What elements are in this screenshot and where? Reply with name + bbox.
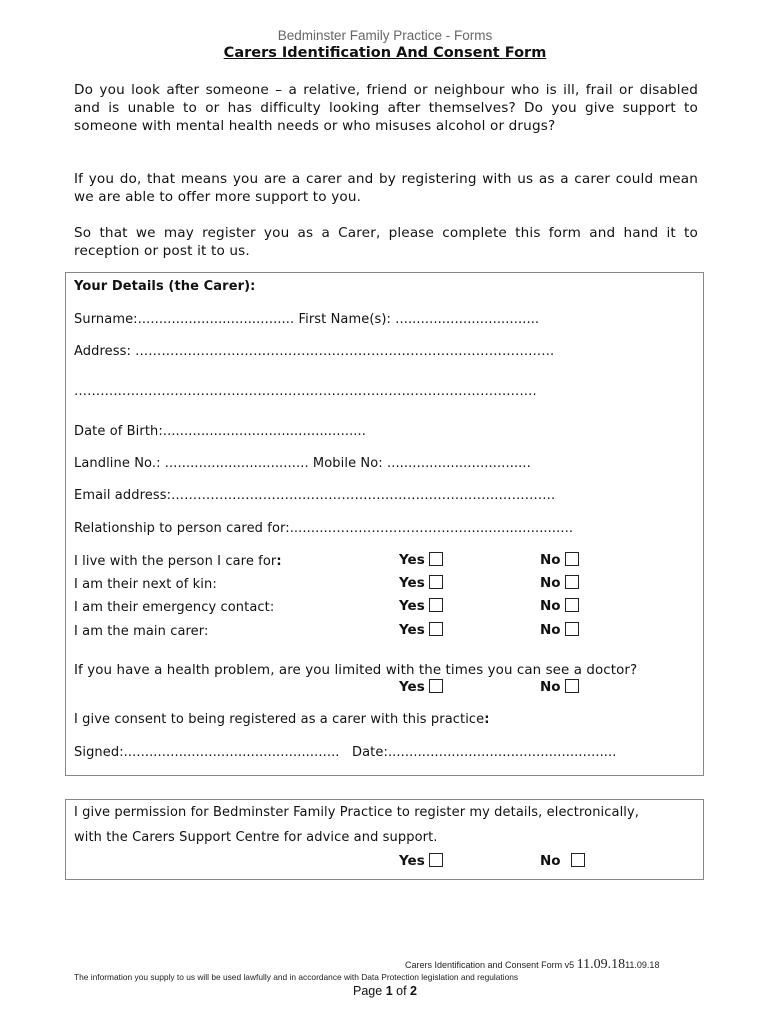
yes-checkbox[interactable]	[429, 575, 443, 589]
date-field[interactable]: Date:......................................................	[352, 745, 617, 760]
yes-option-health[interactable]: Yes	[399, 679, 443, 695]
no-option-main-carer[interactable]: No	[540, 622, 579, 638]
consent-statement: I give consent to being registered as a carer with this practice:	[74, 712, 490, 727]
question-colon: :	[276, 554, 282, 569]
yes-option-emergency-contact[interactable]: Yes	[399, 598, 443, 614]
relationship-field[interactable]: Relationship to person cared for:..........…………………………..........................	[74, 521, 574, 536]
no-checkbox[interactable]	[565, 575, 579, 589]
no-option-emergency-contact[interactable]: No	[540, 598, 579, 614]
signature-field[interactable]: Signed:...................................................	[74, 745, 340, 760]
yes-checkbox[interactable]	[429, 622, 443, 636]
yes-checkbox[interactable]	[429, 598, 443, 612]
address-field-line-2[interactable]: …………………………………………………………………………………………….	[74, 384, 537, 399]
page-number: Page 1 of 2	[353, 984, 417, 998]
permission-line-2: with the Carers Support Centre for advice and support.	[74, 830, 438, 845]
address-field-line-1[interactable]: Address: ……………………………………………………………………………………	[74, 344, 555, 359]
yes-option-permission[interactable]: Yes	[399, 853, 443, 869]
question-next-of-kin: I am their next of kin:	[74, 577, 217, 592]
no-checkbox[interactable]	[565, 598, 579, 612]
details-heading: Your Details (the Carer):	[74, 279, 256, 294]
form-reference: Carers Identification and Consent Form v5 11.09.1811.09.18	[405, 957, 660, 972]
yes-option-main-carer[interactable]: Yes	[399, 622, 443, 638]
yes-option-live-with[interactable]: Yes	[399, 552, 443, 568]
no-option-permission[interactable]: No	[540, 853, 585, 869]
yes-checkbox[interactable]	[429, 679, 443, 693]
yes-option-next-of-kin[interactable]: Yes	[399, 575, 443, 591]
yes-checkbox[interactable]	[429, 552, 443, 566]
no-checkbox[interactable]	[565, 679, 579, 693]
practice-header: Bedminster Family Practice - Forms	[277, 28, 493, 43]
phone-fields[interactable]: Landline No.: .................................. Mobile No: ..................................	[74, 456, 531, 471]
no-checkbox[interactable]	[571, 853, 585, 867]
data-protection-notice: The information you supply to us will be used lawfully and in accordance with Data Protection legislation and regulations	[74, 972, 519, 982]
no-checkbox[interactable]	[565, 622, 579, 636]
no-checkbox[interactable]	[565, 552, 579, 566]
question-live-with	[74, 554, 282, 569]
no-option-live-with[interactable]: No	[540, 552, 579, 568]
intro-paragraph-1: Do you look after someone – a relative, friend or neighbour who is ill, frail or disabled and is unable to or has difficulty looking after themselves? Do you give support to someone with mental health needs or who misuses alcohol or drugs?	[74, 82, 698, 134]
form-title: Carers Identification And Consent Form	[223, 45, 547, 61]
date-of-birth-field[interactable]: Date of Birth:................................................	[74, 424, 367, 439]
surname-firstname-field[interactable]: Surname:..................................... First Name(s): ..................................	[74, 312, 540, 327]
permission-line-1: I give permission for Bedminster Family Practice to register my details, electronically,	[74, 805, 640, 820]
question-label: I live with the person I care for	[74, 554, 277, 569]
intro-paragraph-2: If you do, that means you are a carer and by registering with us as a carer could mean we are able to offer more support to you.	[74, 171, 698, 205]
no-option-next-of-kin[interactable]: No	[540, 575, 579, 591]
health-question: If you have a health problem, are you limited with the times you can see a doctor?	[74, 663, 638, 678]
email-field[interactable]: Email address:…………………………………………………………………………….	[74, 488, 556, 503]
question-emergency-contact: I am their emergency contact:	[74, 600, 275, 615]
question-main-carer: I am the main carer:	[74, 624, 209, 639]
no-option-health[interactable]: No	[540, 679, 579, 695]
intro-paragraph-3: So that we may register you as a Carer, please complete this form and hand it to reception or post it to us.	[74, 225, 698, 259]
yes-checkbox[interactable]	[429, 853, 443, 867]
